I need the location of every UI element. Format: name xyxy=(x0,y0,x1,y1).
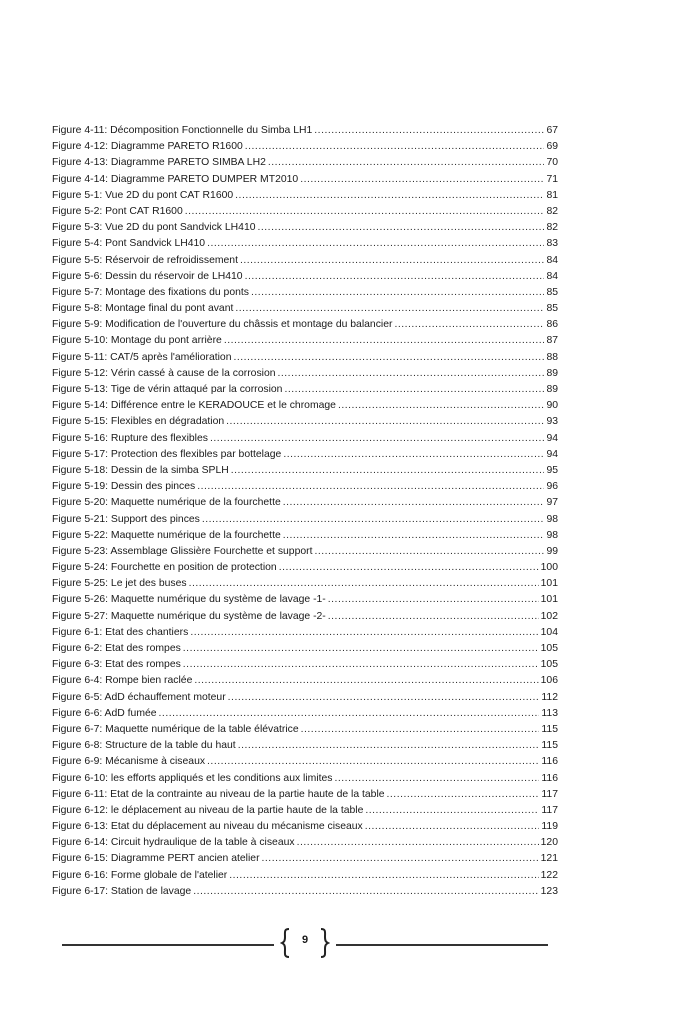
dot-leader xyxy=(251,285,544,301)
toc-entry-page: 94 xyxy=(546,448,558,460)
toc-entry-page: 102 xyxy=(540,610,558,622)
toc-entry-page: 117 xyxy=(541,804,558,816)
toc-entry-label: Figure 5-1: Vue 2D du pont CAT R1600 xyxy=(52,189,234,201)
toc-entry-label: Figure 6-7: Maquette numérique de la table élévatrice xyxy=(52,723,299,735)
toc-entry-page: 105 xyxy=(540,659,558,671)
toc-entry[interactable] xyxy=(52,155,558,171)
toc-entry[interactable] xyxy=(52,188,558,204)
dot-leader xyxy=(202,512,545,528)
page-footer xyxy=(62,928,548,960)
toc-entry-page: 82 xyxy=(546,205,558,217)
dot-leader xyxy=(226,414,544,430)
toc-entry-label: Figure 5-2: Pont CAT R1600 xyxy=(52,205,183,217)
toc-entry-label: Figure 5-21: Support des pinces xyxy=(52,513,200,525)
toc-entry[interactable] xyxy=(52,366,558,382)
toc-entry-label: Figure 5-13: Tige de vérin attaqué par la corrosion xyxy=(52,384,283,395)
dot-leader xyxy=(245,139,545,155)
dot-leader xyxy=(235,188,544,204)
toc-entry[interactable] xyxy=(52,333,558,349)
toc-entry[interactable] xyxy=(52,592,558,608)
toc-entry[interactable] xyxy=(52,609,558,625)
toc-entry-label: Figure 5-24: Fourchette en position de protection xyxy=(52,562,277,574)
toc-entry[interactable] xyxy=(52,576,558,592)
toc-entry-page: 84 xyxy=(546,254,558,266)
dot-leader xyxy=(185,204,545,220)
toc-entry-label: Figure 5-8: Montage final du pont avant xyxy=(52,303,234,315)
left-brace-icon xyxy=(280,928,292,958)
dot-leader xyxy=(365,819,540,835)
toc-entry[interactable] xyxy=(52,528,558,544)
dot-leader xyxy=(245,269,545,285)
toc-entry[interactable] xyxy=(52,479,558,495)
toc-entry[interactable] xyxy=(52,690,558,706)
dot-leader xyxy=(190,625,538,641)
toc-entry-label: Figure 6-16: Forme globale de l'atelier xyxy=(52,869,228,881)
dot-leader xyxy=(228,690,540,706)
footer-rule-left xyxy=(62,944,274,946)
toc-entry[interactable] xyxy=(52,139,558,155)
toc-entry-label: Figure 6-3: Etat des rompes xyxy=(52,659,181,671)
toc-entry-label: Figure 5-19: Dessin des pinces xyxy=(52,481,196,493)
toc-entry-page: 89 xyxy=(546,367,558,379)
dot-leader xyxy=(338,398,544,414)
toc-entry-page: 96 xyxy=(546,481,558,493)
dot-leader xyxy=(258,220,545,236)
dot-leader xyxy=(301,722,540,738)
toc-entry[interactable] xyxy=(52,835,558,851)
toc-entry[interactable] xyxy=(52,350,558,366)
toc-entry-page: 70 xyxy=(546,157,558,169)
dot-leader xyxy=(240,253,544,269)
toc-entry-page: 98 xyxy=(546,529,558,541)
dot-leader xyxy=(238,738,540,754)
dot-leader xyxy=(229,868,538,884)
toc-entry[interactable] xyxy=(52,414,558,430)
toc-entry-page: 86 xyxy=(546,319,558,331)
toc-entry[interactable] xyxy=(52,851,558,867)
toc-entry-label: Figure 5-23: Assemblage Glissière Fourchette et support xyxy=(52,545,313,557)
toc-entry[interactable] xyxy=(52,641,558,657)
toc-entry[interactable] xyxy=(52,172,558,188)
dot-leader xyxy=(233,350,544,366)
toc-entry-page: 112 xyxy=(541,691,558,703)
dot-leader xyxy=(283,528,545,544)
table-of-figures xyxy=(52,123,558,900)
toc-entry-page: 85 xyxy=(546,286,558,298)
toc-entry-page: 83 xyxy=(546,238,558,250)
toc-entry-page: 106 xyxy=(540,675,558,687)
dot-leader xyxy=(183,641,539,657)
toc-entry-label: Figure 6-4: Rompe bien raclée xyxy=(52,675,193,687)
toc-entry[interactable] xyxy=(52,512,558,528)
dot-leader xyxy=(394,317,544,333)
toc-entry-label: Figure 6-11: Etat de la contrainte au niveau de la partie haute de la table xyxy=(52,788,385,800)
toc-entry-label: Figure 5-27: Maquette numérique du système de lavage -2- xyxy=(52,610,326,622)
toc-entry[interactable] xyxy=(52,657,558,673)
dot-leader xyxy=(300,172,544,188)
toc-entry-page: 104 xyxy=(540,626,558,638)
toc-entry-label: Figure 5-17: Protection des flexibles par bottelage xyxy=(52,448,282,460)
toc-entry[interactable] xyxy=(52,447,558,463)
toc-entry[interactable] xyxy=(52,317,558,333)
toc-entry-label: Figure 6-1: Etat des chantiers xyxy=(52,626,189,638)
toc-entry-page: 89 xyxy=(546,384,558,395)
toc-entry[interactable] xyxy=(52,560,558,576)
toc-entry-label: Figure 4-12: Diagramme PARETO R1600 xyxy=(52,141,243,153)
toc-entry-page: 122 xyxy=(540,869,558,881)
toc-entry-page: 115 xyxy=(541,723,558,735)
dot-leader xyxy=(159,706,540,722)
toc-entry-label: Figure 5-15: Flexibles en dégradation xyxy=(52,416,225,428)
right-brace-icon xyxy=(318,928,330,958)
toc-entry[interactable] xyxy=(52,301,558,317)
toc-entry[interactable] xyxy=(52,285,558,301)
toc-entry-label: Figure 5-11: CAT/5 après l'amélioration xyxy=(52,351,232,363)
toc-entry-label: Figure 5-14: Différence entre le KERADOUCE et le chromage xyxy=(52,400,336,412)
toc-entry-page: 116 xyxy=(541,772,558,784)
toc-entry-label: Figure 5-7: Montage des fixations du ponts xyxy=(52,286,249,298)
toc-entry[interactable] xyxy=(52,398,558,414)
dot-leader xyxy=(278,366,545,382)
toc-entry-label: Figure 5-6: Dessin du réservoir de LH410 xyxy=(52,270,243,282)
toc-entry-page: 81 xyxy=(546,189,558,201)
toc-entry-page: 100 xyxy=(540,562,558,574)
toc-entry-page: 121 xyxy=(540,853,558,865)
toc-entry-page: 69 xyxy=(546,141,558,153)
dot-leader xyxy=(262,851,539,867)
toc-entry-page: 120 xyxy=(540,837,558,849)
toc-entry-label: Figure 5-22: Maquette numérique de la fourchette xyxy=(52,529,281,541)
dot-leader xyxy=(193,884,538,900)
toc-entry-label: Figure 6-10: les efforts appliqués et les conditions aux limites xyxy=(52,772,333,784)
toc-entry-page: 71 xyxy=(546,173,558,185)
toc-entry-page: 88 xyxy=(546,351,558,363)
toc-entry-page: 116 xyxy=(541,756,558,768)
toc-entry-page: 99 xyxy=(546,545,558,557)
dot-leader xyxy=(207,754,539,770)
toc-entry[interactable] xyxy=(52,738,558,754)
dot-leader xyxy=(194,673,538,689)
toc-entry[interactable] xyxy=(52,803,558,819)
dot-leader xyxy=(387,787,540,803)
dot-leader xyxy=(268,155,545,171)
toc-entry-label: Figure 5-9: Modification de l'ouverture du châssis et montage du balancier xyxy=(52,319,393,331)
toc-entry[interactable] xyxy=(52,868,558,884)
dot-leader xyxy=(183,657,539,673)
toc-entry-label: Figure 6-6: AdD fumée xyxy=(52,707,157,719)
dot-leader xyxy=(314,123,544,139)
toc-entry[interactable] xyxy=(52,884,558,900)
toc-entry-page: 90 xyxy=(546,400,558,412)
toc-entry-page: 97 xyxy=(546,497,558,509)
toc-entry-page: 87 xyxy=(546,335,558,347)
toc-entry-page: 123 xyxy=(540,885,558,897)
dot-leader xyxy=(279,560,539,576)
toc-entry-label: Figure 6-5: AdD échauffement moteur xyxy=(52,691,226,703)
toc-entry-page: 113 xyxy=(541,707,558,719)
toc-entry-label: Figure 4-13: Diagramme PARETO SIMBA LH2 xyxy=(52,157,266,169)
toc-entry-label: Figure 6-14: Circuit hydraulique de la table à ciseaux xyxy=(52,837,295,849)
page-number: 9 xyxy=(301,934,309,946)
toc-entry-page: 119 xyxy=(541,821,558,833)
toc-entry-page: 82 xyxy=(546,222,558,234)
toc-entry-label: Figure 5-3: Vue 2D du pont Sandvick LH410 xyxy=(52,222,256,234)
toc-entry-label: Figure 5-26: Maquette numérique du système de lavage -1- xyxy=(52,594,326,606)
dot-leader xyxy=(189,576,539,592)
toc-entry-label: Figure 5-18: Dessin de la simba SPLH xyxy=(52,464,229,476)
toc-entry-page: 117 xyxy=(541,788,558,800)
toc-entry[interactable] xyxy=(52,787,558,803)
toc-entry-label: Figure 6-12: le déplacement au niveau de la partie haute de la table xyxy=(52,804,364,816)
footer-rule-right xyxy=(336,944,548,946)
toc-entry-label: Figure 5-4: Pont Sandvick LH410 xyxy=(52,238,206,250)
toc-entry-label: Figure 5-5: Réservoir de refroidissement xyxy=(52,254,238,266)
dot-leader xyxy=(297,835,539,851)
toc-entry-label: Figure 6-13: Etat du déplacement au niveau du mécanisme ciseaux xyxy=(52,821,363,833)
dot-leader xyxy=(328,609,539,625)
dot-leader xyxy=(210,431,544,447)
toc-entry-label: Figure 5-20: Maquette numérique de la fourchette xyxy=(52,497,281,509)
toc-entry[interactable] xyxy=(52,382,558,398)
toc-entry[interactable] xyxy=(52,253,558,269)
toc-entry[interactable] xyxy=(52,431,558,447)
toc-entry[interactable] xyxy=(52,771,558,787)
toc-entry-page: 101 xyxy=(540,594,558,606)
toc-entry-page: 67 xyxy=(546,125,558,136)
toc-entry[interactable] xyxy=(52,269,558,285)
dot-leader xyxy=(284,382,544,398)
toc-entry-label: Figure 6-8: Structure de la table du haut xyxy=(52,740,236,752)
toc-entry-page: 95 xyxy=(546,464,558,476)
toc-entry[interactable] xyxy=(52,236,558,252)
toc-entry[interactable] xyxy=(52,123,558,139)
toc-entry[interactable] xyxy=(52,722,558,738)
toc-entry-label: Figure 4-11: Décomposition Fonctionnelle du Simba LH1 xyxy=(52,125,313,136)
dot-leader xyxy=(231,463,545,479)
toc-entry-label: Figure 5-12: Vérin cassé à cause de la corrosion xyxy=(52,367,276,379)
toc-entry-page: 115 xyxy=(541,740,558,752)
dot-leader xyxy=(283,447,544,463)
toc-entry[interactable] xyxy=(52,463,558,479)
dot-leader xyxy=(365,803,539,819)
toc-entry[interactable] xyxy=(52,204,558,220)
toc-entry-label: Figure 6-15: Diagramme PERT ancien atelier xyxy=(52,853,260,865)
toc-entry-label: Figure 6-2: Etat des rompes xyxy=(52,643,181,654)
toc-entry-label: Figure 6-17: Station de lavage xyxy=(52,885,192,897)
dot-leader xyxy=(224,333,545,349)
dot-leader xyxy=(283,495,545,511)
dot-leader xyxy=(328,592,539,608)
toc-entry-page: 85 xyxy=(546,303,558,315)
toc-entry[interactable] xyxy=(52,819,558,835)
toc-entry-label: Figure 5-25: Le jet des buses xyxy=(52,578,187,590)
toc-entry[interactable] xyxy=(52,754,558,770)
toc-entry-page: 94 xyxy=(546,432,558,444)
toc-entry[interactable] xyxy=(52,220,558,236)
toc-entry[interactable] xyxy=(52,673,558,689)
toc-entry[interactable] xyxy=(52,625,558,641)
toc-entry-label: Figure 5-16: Rupture des flexibles xyxy=(52,432,208,444)
toc-entry-label: Figure 6-9: Mécanisme à ciseaux xyxy=(52,756,206,768)
toc-entry-page: 101 xyxy=(540,578,558,590)
toc-entry-page: 98 xyxy=(546,513,558,525)
dot-leader xyxy=(207,236,544,252)
dot-leader xyxy=(235,301,544,317)
toc-entry[interactable] xyxy=(52,706,558,722)
toc-entry-label: Figure 5-10: Montage du pont arrière xyxy=(52,335,222,347)
dot-leader xyxy=(335,771,540,787)
dot-leader xyxy=(314,544,544,560)
toc-entry[interactable] xyxy=(52,544,558,560)
toc-entry-page: 105 xyxy=(540,643,558,654)
toc-entry-page: 93 xyxy=(546,416,558,428)
toc-entry-page: 84 xyxy=(546,270,558,282)
toc-entry[interactable] xyxy=(52,495,558,511)
dot-leader xyxy=(197,479,544,495)
toc-entry-label: Figure 4-14: Diagramme PARETO DUMPER MT2010 xyxy=(52,173,299,185)
